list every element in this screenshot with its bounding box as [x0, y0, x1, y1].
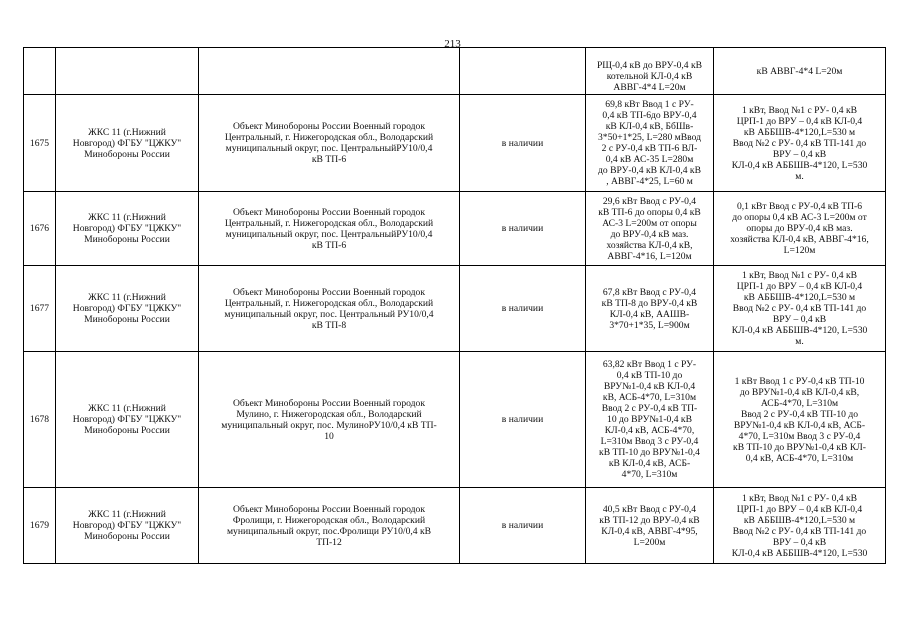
table-row [24, 266, 886, 352]
cell-num: 1676 [24, 192, 56, 266]
cell-req: 1 кВт, Ввод №1 с РУ- 0,4 кВ ЦРП-1 до ВРУ – 0,4 кВ КЛ-0,4 кВ АББШВ-4*120,L=530 м Ввод №2 с РУ- 0,4 кВ ТП-141 до ВРУ – 0,4 кВ КЛ-0,4 кВ АББШВ-4*120, L=530 м. [714, 95, 886, 192]
table-row [24, 352, 886, 488]
cell-status: в наличии [460, 266, 586, 352]
cell-tech: 40,5 кВт Ввод с РУ-0,4 кВ ТП-12 до ВРУ-0,4 кВ КЛ-0,4 кВ, АВВГ-4*95, L=200м [586, 488, 714, 564]
cell-status [460, 48, 586, 95]
cell-tech: 69,8 кВт Ввод 1 с РУ- 0,4 кВ ТП-6до ВРУ-0,4 кВ КЛ-0,4 кВ, БбШв- 3*50+1*25, L=280 мВвод 2 с РУ-0,4 кВ ТП-6 ВЛ- 0,4 кВ АС-35 L=280м до ВРУ-0,4 кВ КЛ-0,4 кВ , АВВГ-4*25, L=60 м [586, 95, 714, 192]
cell-object: Объект Минобороны России Военный городок Фролищи, г. Нижегородская обл., Володарский муниципальный округ, пос.Фролищи РУ10/0,4 кВ ТП-12 [199, 488, 460, 564]
cell-num: 1678 [24, 352, 56, 488]
cell-org: ЖКС 11 (г.Нижний Новгород) ФГБУ "ЦЖКУ" Минобороны России [56, 488, 199, 564]
cell-org: ЖКС 11 (г.Нижний Новгород) ФГБУ "ЦЖКУ" Минобороны России [56, 352, 199, 488]
cell-tech: РЩ-0,4 кВ до ВРУ-0,4 кВ котельной КЛ-0,4 кВ АВВГ-4*4 L=20м [586, 48, 714, 95]
cell-num [24, 48, 56, 95]
cell-req: 1 кВт Ввод 1 с РУ-0,4 кВ ТП-10 до ВРУ№1-0,4 кВ КЛ-0,4 кВ, АСБ-4*70, L=310м Ввод 2 с РУ-0,4 кВ ТП-10 до ВРУ№1-0,4 кВ КЛ-0,4 кВ, АСБ- 4*70, L=310м Ввод 3 с РУ-0,4 кВ ТП-10 до ВРУ№1-0,4 кВ КЛ- 0,4 кВ, АСБ-4*70, L=310м [714, 352, 886, 488]
cell-tech: 29,6 кВт Ввод с РУ-0,4 кВ ТП-6 до опоры 0,4 кВ АС-3 L=200м от опоры до ВРУ-0,4 кВ маз. хозяйства КЛ-0,4 кВ, АВВГ-4*16, L=120м [586, 192, 714, 266]
cell-num: 1677 [24, 266, 56, 352]
cell-req: 1 кВт, Ввод №1 с РУ- 0,4 кВ ЦРП-1 до ВРУ – 0,4 кВ КЛ-0,4 кВ АББШВ-4*120,L=530 м Ввод №2 с РУ- 0,4 кВ ТП-141 до ВРУ – 0,4 кВ КЛ-0,4 кВ АББШВ-4*120, L=530 м. [714, 266, 886, 352]
cell-req: 0,1 кВт Ввод с РУ-0,4 кВ ТП-6 до опоры 0,4 кВ АС-3 L=200м от опоры до ВРУ-0,4 кВ маз. хозяйства КЛ-0,4 кВ, АВВГ-4*16, L=120м [714, 192, 886, 266]
cell-tech: 63,82 кВт Ввод 1 с РУ- 0,4 кВ ТП-10 до ВРУ№1-0,4 кВ КЛ-0,4 кВ, АСБ-4*70, L=310м Ввод 2 с РУ-0,4 кВ ТП- 10 до ВРУ№1-0,4 кВ КЛ-0,4 кВ, АСБ-4*70, L=310м Ввод 3 с РУ-0,4 кВ ТП-10 до ВРУ№1-0,4 кВ КЛ-0,4 кВ, АСБ- 4*70, L=310м [586, 352, 714, 488]
table-row-continuation [24, 48, 886, 95]
cell-org: ЖКС 11 (г.Нижний Новгород) ФГБУ "ЦЖКУ" Минобороны России [56, 266, 199, 352]
cell-object [199, 48, 460, 95]
cell-num: 1675 [24, 95, 56, 192]
capacity-table [23, 47, 886, 564]
cell-status: в наличии [460, 352, 586, 488]
cell-num: 1679 [24, 488, 56, 564]
cell-status: в наличии [460, 192, 586, 266]
cell-object: Объект Минобороны России Военный городок Центральный, г. Нижегородская обл., Володарский муниципальный округ, пос. ЦентральныйРУ10/0,4 кВ ТП-6 [199, 192, 460, 266]
table-row [24, 488, 886, 564]
cell-req: 1 кВт, Ввод №1 с РУ- 0,4 кВ ЦРП-1 до ВРУ – 0,4 кВ КЛ-0,4 кВ АББШВ-4*120,L=530 м Ввод №2 с РУ- 0,4 кВ ТП-141 до ВРУ – 0,4 кВ КЛ-0,4 кВ АББШВ-4*120, L=530 [714, 488, 886, 564]
cell-object: Объект Минобороны России Военный городок Мулино, г. Нижегородская обл., Володарский муниципальный округ, пос. МулиноРУ10/0,4 кВ ТП- 10 [199, 352, 460, 488]
table-row [24, 95, 886, 192]
cell-status: в наличии [460, 95, 586, 192]
cell-req: кВ АВВГ-4*4 L=20м [714, 48, 886, 95]
cell-org: ЖКС 11 (г.Нижний Новгород) ФГБУ "ЦЖКУ" Минобороны России [56, 192, 199, 266]
table-row [24, 192, 886, 266]
cell-object: Объект Минобороны России Военный городок Центральный, г. Нижегородская обл., Володарский муниципальный округ, пос. Центральный РУ10/0,4 кВ ТП-8 [199, 266, 460, 352]
cell-org: ЖКС 11 (г.Нижний Новгород) ФГБУ "ЦЖКУ" Минобороны России [56, 95, 199, 192]
page-number: 213 [444, 38, 461, 50]
cell-status: в наличии [460, 488, 586, 564]
cell-object: Объект Минобороны России Военный городок Центральный, г. Нижегородская обл., Володарский муниципальный округ, пос. ЦентральныйРУ10/0,4 кВ ТП-6 [199, 95, 460, 192]
cell-tech: 67,8 кВт Ввод с РУ-0,4 кВ ТП-8 до ВРУ-0,4 кВ КЛ-0,4 кВ, ААШВ- 3*70+1*35, L=900м [586, 266, 714, 352]
cell-org [56, 48, 199, 95]
